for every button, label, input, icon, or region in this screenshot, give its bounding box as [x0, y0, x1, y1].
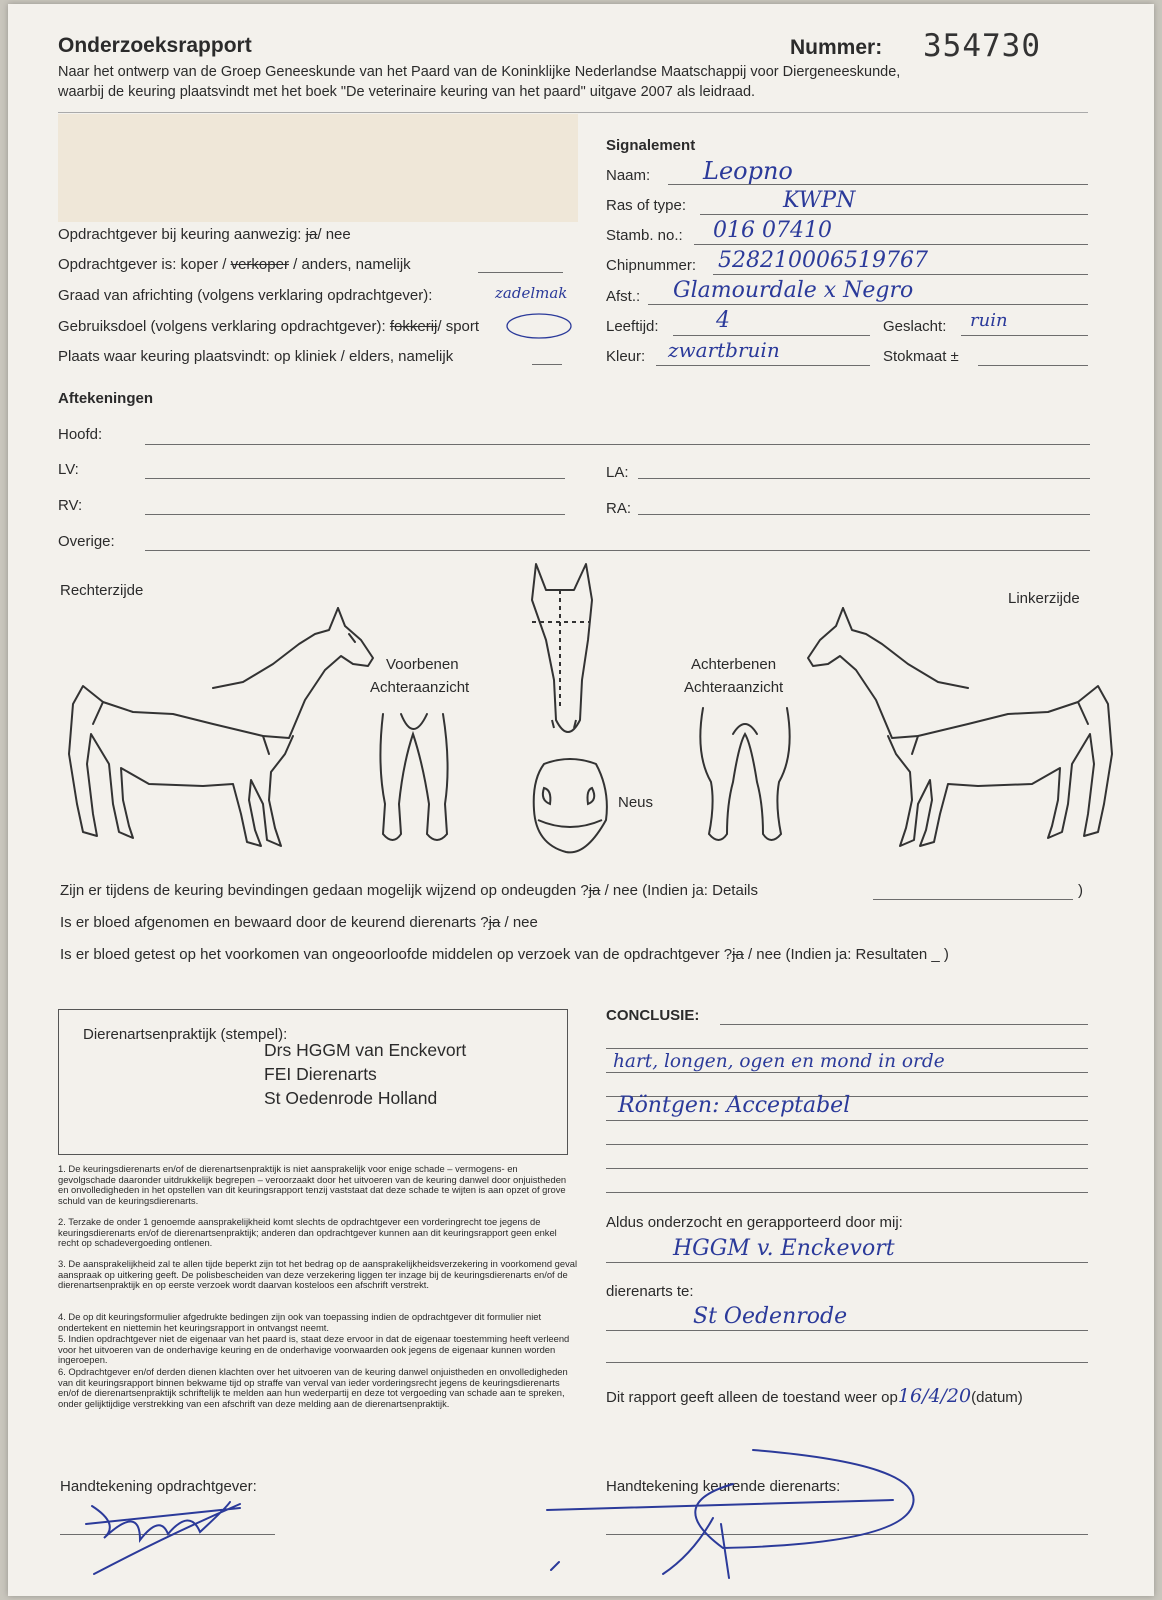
stamb-line — [694, 244, 1088, 245]
examined-value: HGGM v. Enckevort — [673, 1236, 895, 1261]
footnote-3: 3. De aansprakelijkheid zal te allen tijde beperkt zijn tot het bedrag op de aansprakelijkheidsverzekering in voorkomend geval aanspraak op uitkering geeft. De polisbescheiden van deze verzekering liggen ter inzage bij de keuringsdierenarts en/of de dierenartsenpraktijk en op eerste verzoek wordt daarvan kosteloos een afschrift verstrekt. — [58, 1258, 578, 1291]
marking-ra-label: RA: — [606, 500, 632, 517]
question-blood-tested: Is er bloed getest op het voorkomen van ongeoorloofde middelen op verzoek van de opdrachtgever ?ja / nee (Indien ja: Resultaten _ ) — [60, 946, 949, 963]
marking-rv-label: RV: — [58, 497, 83, 514]
redacted-area — [58, 114, 578, 222]
color-label: Kleur: — [606, 348, 646, 365]
name-label: Naam: — [606, 167, 651, 184]
age-value: 4 — [716, 308, 730, 333]
marking-rv-line — [145, 514, 565, 515]
hind-legs-drawing — [693, 704, 803, 854]
vet-at-value: St Oedenrode — [693, 1304, 848, 1329]
question-vices-line — [873, 899, 1073, 900]
afst-value: Glamourdale x Negro — [673, 278, 914, 303]
conclusion-line-2 — [606, 1072, 1088, 1073]
conclusion-value-1: hart, longen, ogen en mond in orde — [613, 1051, 945, 1072]
client-present: Opdrachtgever bij keuring aanwezig: ja/ nee — [58, 226, 351, 243]
color-line — [656, 365, 870, 366]
markings-heading: Aftekeningen — [58, 390, 154, 407]
marking-overige-line — [145, 550, 1090, 551]
conclusion-line-0 — [720, 1024, 1088, 1025]
examined-label: Aldus onderzocht en gerapporteerd door mij: — [606, 1214, 903, 1231]
client-role-line — [478, 272, 563, 273]
chip-value: 528210006519767 — [718, 248, 928, 273]
marking-la-label: LA: — [606, 464, 629, 481]
page-title: Onderzoeksrapport — [58, 34, 252, 57]
question-vices-close: ) — [1078, 882, 1083, 899]
front-legs-label-2: Achteraanzicht — [370, 679, 470, 696]
footnote-1: 1. De keuringsdierenarts en/of de dierenartsenpraktijk is niet aansprakelijk voor enige schade – vermogens- en gevolgschade daaronder uitdrukkelijk begrepen – veroorzaakt door het uitvoeren van de keuring danwel door onjuistheden en onvolledigheden in het opstellen van dit keuringsrapport tenzij vaststaat dat deze schade te wijten is aan opzet of grove schuld van de keuringsdierenarts. — [58, 1163, 567, 1206]
date-label: Dit rapport geeft alleen de toestand weer op16/4/20(datum) — [606, 1385, 1023, 1407]
marking-overige-label: Overige: — [58, 533, 115, 550]
vet-signature — [543, 1444, 963, 1584]
sport-circle — [506, 311, 576, 341]
location-label: Plaats waar keuring plaatsvindt: op kliniek / elders, namelijk — [58, 348, 454, 365]
chip-line — [713, 274, 1088, 275]
question-vices: Zijn er tijdens de keuring bevindingen gedaan mogelijk wijzend op ondeugden ?ja / nee (Indien ja: Details — [60, 882, 758, 899]
client-signature-label: Handtekening opdrachtgever: — [60, 1478, 257, 1495]
stamp-line-3: St Oedenrode Holland — [264, 1088, 438, 1108]
horse-head-drawing — [518, 560, 618, 750]
color-value: zwartbruin — [668, 338, 780, 362]
client-signature — [80, 1494, 280, 1584]
age-line — [673, 335, 870, 336]
vet-at-label: dierenarts te: — [606, 1283, 694, 1300]
number-label: Nummer: — [790, 36, 883, 59]
sex-value: ruin — [970, 310, 1008, 331]
afst-line — [648, 304, 1088, 305]
hind-legs-label-1: Achterbenen — [691, 656, 777, 673]
conclusion-line-4 — [606, 1120, 1088, 1121]
conclusion-line-6 — [606, 1168, 1088, 1169]
stamb-label: Stamb. no.: — [606, 227, 683, 244]
vet-at-line — [606, 1330, 1088, 1331]
sex-label: Geslacht: — [883, 318, 947, 335]
breed-value: KWPN — [783, 188, 856, 213]
afst-label: Afst.: — [606, 288, 641, 305]
question-blood-taken: Is er bloed afgenomen en bewaard door de keurend dierenarts ?ja / nee — [60, 914, 538, 931]
conclusion-line-1 — [606, 1048, 1088, 1049]
conclusion-line-7 — [606, 1192, 1088, 1193]
subtitle-line-2: waarbij de keuring plaatsvindt met het boek "De veterinaire keuring van het paard" uitgave 2007 als leidraad. — [58, 84, 756, 100]
height-label: Stokmaat ± — [883, 348, 959, 365]
horse-right-side-drawing — [63, 604, 383, 864]
front-legs-label-1: Voorbenen — [386, 656, 459, 673]
marking-hoofd-line — [145, 444, 1090, 445]
number-value: 354730 — [923, 28, 1041, 64]
marking-hoofd-label: Hoofd: — [58, 426, 103, 443]
report-sheet — [8, 4, 1154, 1596]
marking-lv-label: LV: — [58, 461, 79, 478]
stamp-label: Dierenartsenpraktijk (stempel): — [83, 1026, 288, 1043]
report-extra-line — [606, 1362, 1088, 1363]
footnote-2: 2. Terzake de onder 1 genoemde aansprakelijkheid komt slechts de opdrachtgever een vorderingrecht toe jegens de keuringsdierenarts en/of de dierenartsenpraktijk; anderen dan opdrachtgever kunnen aan dit keuringsrapport geen enkel recht op schadevergoeding ontlenen. — [58, 1216, 557, 1249]
conclusion-heading: CONCLUSIE: — [606, 1007, 700, 1024]
front-legs-drawing — [373, 704, 463, 854]
header-divider — [58, 112, 1088, 113]
signalement-heading: Signalement — [606, 137, 696, 154]
height-line — [978, 365, 1088, 366]
examined-line — [606, 1262, 1088, 1263]
stamb-value: 016 07410 — [713, 218, 832, 243]
training-label: Graad van africhting (volgens verklaring opdrachtgever): — [58, 287, 433, 304]
stamp-line-1: Drs HGGM van Enckevort — [264, 1040, 467, 1060]
horse-nose-drawing — [526, 760, 616, 860]
age-label: Leeftijd: — [606, 318, 659, 335]
date-value: 16/4/20 — [897, 1385, 972, 1407]
horse-left-side-drawing — [798, 604, 1118, 864]
footnote-5: 5. Indien opdrachtgever niet de eigenaar van het paard is, staat deze ervoor in dat de eigenaar toestemming heeft verleend voor het uitvoeren van de onderhavige keuring en de onderhavige voorwaarden ook jegens de eigenaar kunnen worden ingeroepen. — [58, 1333, 570, 1366]
conclusion-value-2: Röntgen: Acceptabel — [618, 1093, 851, 1118]
chip-label: Chipnummer: — [606, 257, 697, 274]
marking-la-line — [638, 478, 1090, 479]
hind-legs-label-2: Achteraanzicht — [684, 679, 784, 696]
vet-signature-label: Handtekening keurende dierenarts: — [606, 1478, 841, 1495]
stamp-line-2: FEI Dierenarts — [264, 1064, 377, 1084]
left-side-label: Linkerzijde — [1008, 590, 1080, 607]
client-role: Opdrachtgever is: koper / verkoper / anders, namelijk — [58, 256, 411, 273]
nose-label: Neus — [618, 794, 654, 811]
breed-line — [700, 214, 1088, 215]
sex-line — [961, 335, 1088, 336]
marking-ra-line — [638, 514, 1090, 515]
right-side-label: Rechterzijde — [60, 582, 144, 599]
location-line — [532, 364, 562, 365]
footnote-4: 4. De op dit keuringsformulier afgedrukte bedingen zijn ook van toepassing indien de opdrachtgever dit formulier niet ondertekent en niettemin het keuringsrapport in ontvangst neemt. — [58, 1311, 542, 1333]
training-value: zadelmak — [495, 284, 568, 302]
subtitle-line-1: Naar het ontwerp van de Groep Geneeskunde van het Paard van de Koninklijke Nederlandse Maatschappij voor Diergeneeskunde, — [58, 64, 901, 80]
purpose-row: Gebruiksdoel (volgens verklaring opdrachtgever): fokkerij/ sport — [58, 318, 480, 335]
footnote-6: 6. Opdrachtgever en/of derden dienen klachten over het uitvoeren van de keuring danwel onjuistheden en onvolledigheden van dit keuringsrapport binnen bekwame tijd op straffe van verval van ieder vorderingsrecht jegens de keuringsdierenarts en/of de dierenartsenpraktijk schriftelijk te melden aan hun wederpartij en deze tot vergoeding van schade aan te spreken, onder gelijktijdige verstrekking van een afschrift van deze melding aan de dierenartsenpraktijk. — [58, 1366, 568, 1409]
conclusion-line-5 — [606, 1144, 1088, 1145]
breed-label: Ras of type: — [606, 197, 687, 214]
name-value: Leopno — [703, 157, 793, 185]
marking-lv-line — [145, 478, 565, 479]
